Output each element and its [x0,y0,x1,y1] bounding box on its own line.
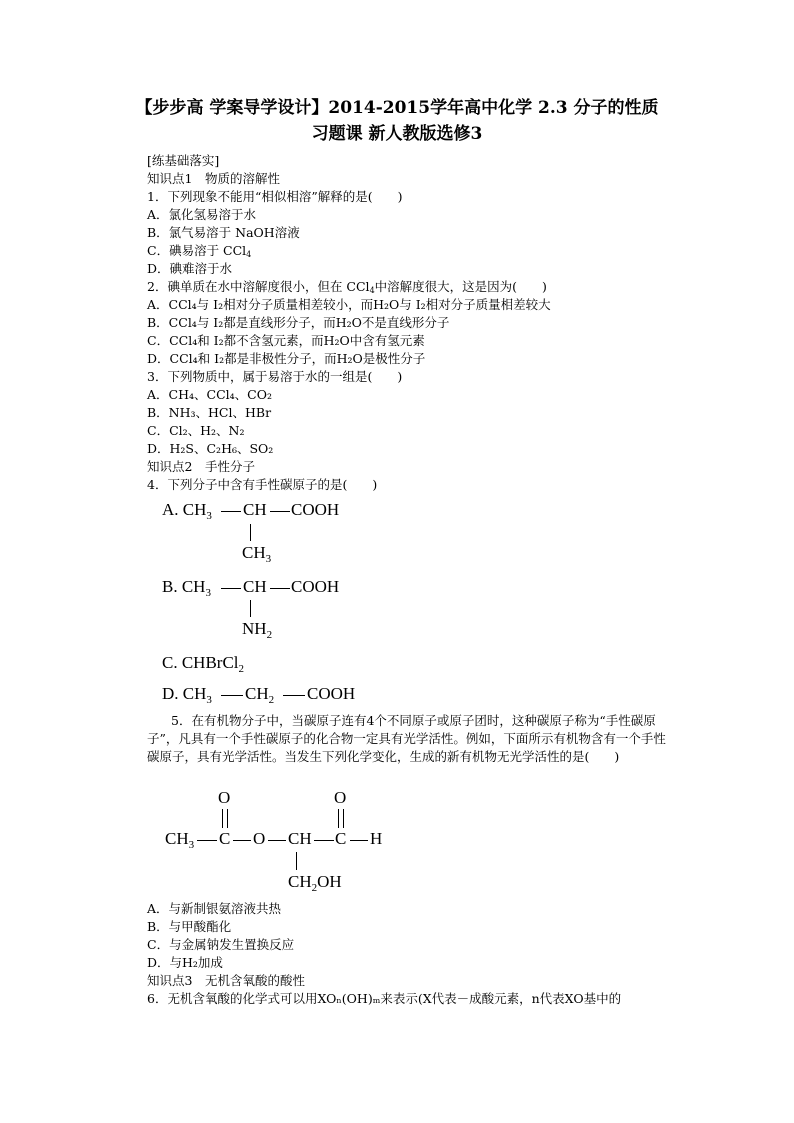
q5-c-left: C [219,829,231,848]
question-5-stem: 5．在有机物分子中，当碳原子连有4个不同原子或原子团时，这种碳原子称为“手性碳原子”，凡具有一个手性碳原子的化合物一定具有光学活性。例如，下面所示有机物含有一个手性碳原子，具有光学活性。当发生下列化学变化，生成的新有机物无光学活性的是( ) [147,713,666,764]
section-label: [练基础落实] [147,153,220,168]
question-4-stem: 4．下列分子中含有手性碳原子的是( ) [147,477,378,492]
q4d-cooh: COOH [307,684,356,703]
q4b-ch3: B. $CH_3$ [162,577,211,599]
q2-option-a: A．CCl₄与 I₂相对分子质量相差较小，而H₂O与 I₂相对分子质量相差较大 [147,297,551,312]
q5-ch3: $CH_3$ [165,829,195,851]
q4d-bond-1 [221,695,243,696]
q5-o-ester: O [253,829,266,848]
q5-option-d: D．与H₂加成 [147,955,223,970]
q1-option-d: D．碘难溶于水 [147,261,233,276]
q4-option-c: C. CHBrCl$_2$ [162,653,245,675]
q5-bond-5 [350,840,368,841]
q4a-bond-1 [221,511,241,512]
q4b-bond-v [250,600,251,617]
q5-bond-4 [314,840,334,841]
q5-bond-2 [233,840,251,841]
doc-title-line1: 【步步高 学案导学设计】2014-2015学年高中化学 2.3 分子的性质 [135,98,659,118]
q3-option-c: C．Cl₂、H₂、N₂ [147,423,245,438]
q4a-ch3: A. $CH_3$ [162,500,212,522]
knowledge-point-3: 知识点3 无机含氧酸的酸性 [147,973,305,988]
q4a-bond-2 [270,511,290,512]
q1-option-a: A．氯化氢易溶于水 [147,207,257,222]
q5-bond-3 [268,840,286,841]
question-6-stem: 6．无机含氧酸的化学式可以用XOₙ(OH)ₘ来表示(X代表－成酸元素，n代表XO基中的 [147,991,622,1006]
q5-bond-1 [197,840,217,841]
q4d-bond-2 [283,695,305,696]
q4a-cooh: COOH [291,500,340,519]
q2-option-d: D．CCl₄和 I₂都是非极性分子，而H₂O是极性分子 [147,351,426,366]
q2-option-b: B．CCl₄与 I₂都是直线形分子，而H₂O不是直线形分子 [147,315,450,330]
q4a-branch-ch3: $CH_3$ [242,543,272,565]
q2-option-c: C．CCl₄和 I₂都不含氢元素，而H₂O中含有氢元素 [147,333,425,348]
q5-ch: CH [288,829,312,848]
knowledge-point-1: 知识点1 物质的溶解性 [147,171,280,186]
q5-o-right: O [334,788,347,807]
q3-option-a: A．CH₄、CCl₄、CO₂ [147,387,272,402]
question-1-stem: 1．下列现象不能用“相似相溶”解释的是( ) [147,189,403,204]
q4b-ch: CH [243,577,267,596]
q5-option-c: C．与金属钠发生置换反应 [147,937,295,952]
q5-option-b: B．与甲酸酯化 [147,919,232,934]
q4d-ch3: D. $CH_3$ [162,684,212,706]
q4b-cooh: COOH [291,577,340,596]
q4a-ch: CH [243,500,267,519]
q5-ch2oh: $CH_2OH$ [288,872,342,894]
body-lower [147,900,677,1008]
q5-double-bond-left [222,809,228,828]
q5-double-bond-right [338,809,344,828]
q5-option-a: A．与新制银氨溶液共热 [147,901,282,916]
knowledge-point-2: 知识点2 手性分子 [147,459,255,474]
q3-option-d: D．H₂S、C₂H₆、SO₂ [147,441,274,456]
q5-bond-v [296,852,297,870]
body-upper [147,152,677,494]
q1-option-b: B．氯气易溶于 NaOH溶液 [147,225,300,240]
question-5-block [147,712,675,766]
q5-c-right: C [335,829,347,848]
q3-option-b: B．NH₃、HCl、HBr [147,405,272,420]
q4d-ch2: $CH_2$ [245,684,275,706]
question-2-stem: 2．碘单质在水中溶解度很小，但在 CCl$_4$中溶解度很大，这是因为( ) [147,279,547,295]
q4b-branch-nh2: $NH_2$ [242,619,273,641]
q5-h: H [370,829,383,848]
question-3-stem: 3．下列物质中，属于易溶于水的一组是( ) [147,369,403,384]
doc-title-line2: 习题课 新人教版选修3 [311,124,483,144]
q4b-bond-1 [221,588,241,589]
q1-option-c: C．碘易溶于 CCl$_4$ [147,243,252,259]
q4a-bond-v [250,524,251,541]
q4b-bond-2 [270,588,290,589]
q5-o-left: O [218,788,231,807]
